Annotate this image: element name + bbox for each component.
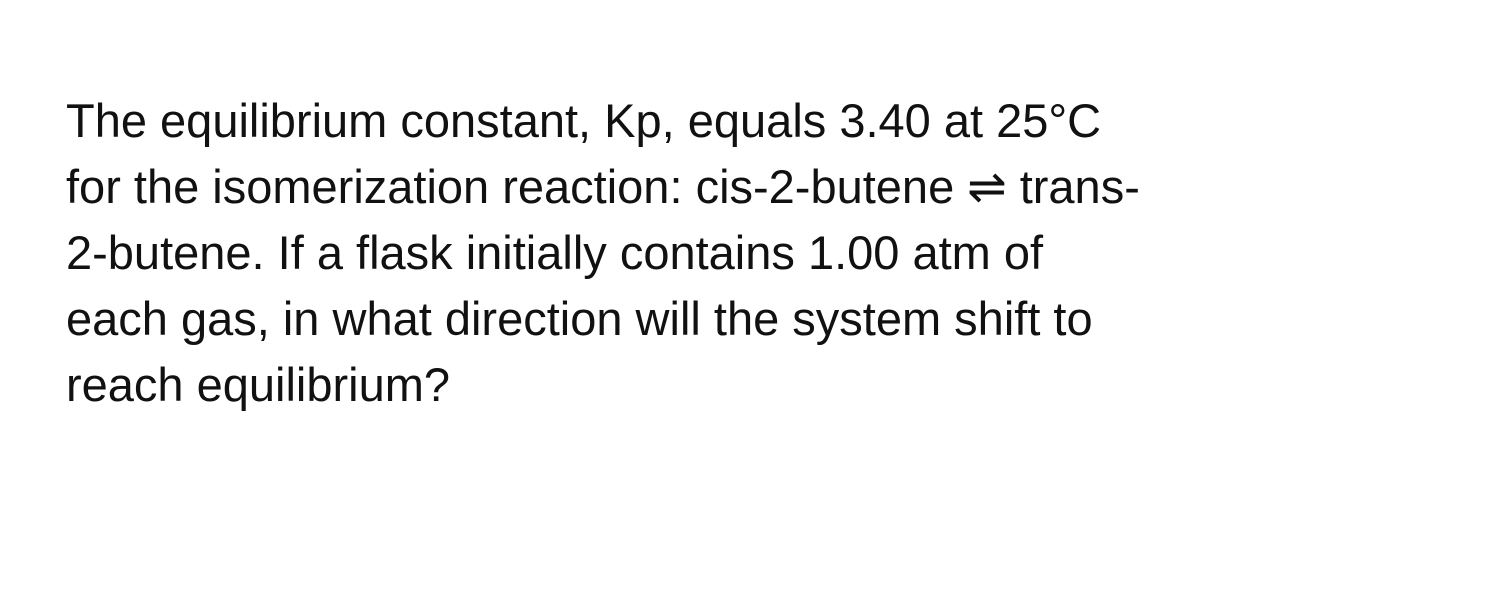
question-line-5: reach equilibrium? xyxy=(66,358,451,411)
question-line-4: each gas, in what direction will the system shift to xyxy=(66,292,1093,345)
question-line-3: 2-butene. If a flask initially contains 1.00 atm of xyxy=(66,226,1044,279)
question-line-1: The equilibrium constant, Kp, equals 3.40 at 25°C xyxy=(66,94,1102,147)
question-line-2: for the isomerization reaction: cis-2-butene ⇌ trans- xyxy=(66,160,1140,213)
question-text xyxy=(66,88,1140,418)
